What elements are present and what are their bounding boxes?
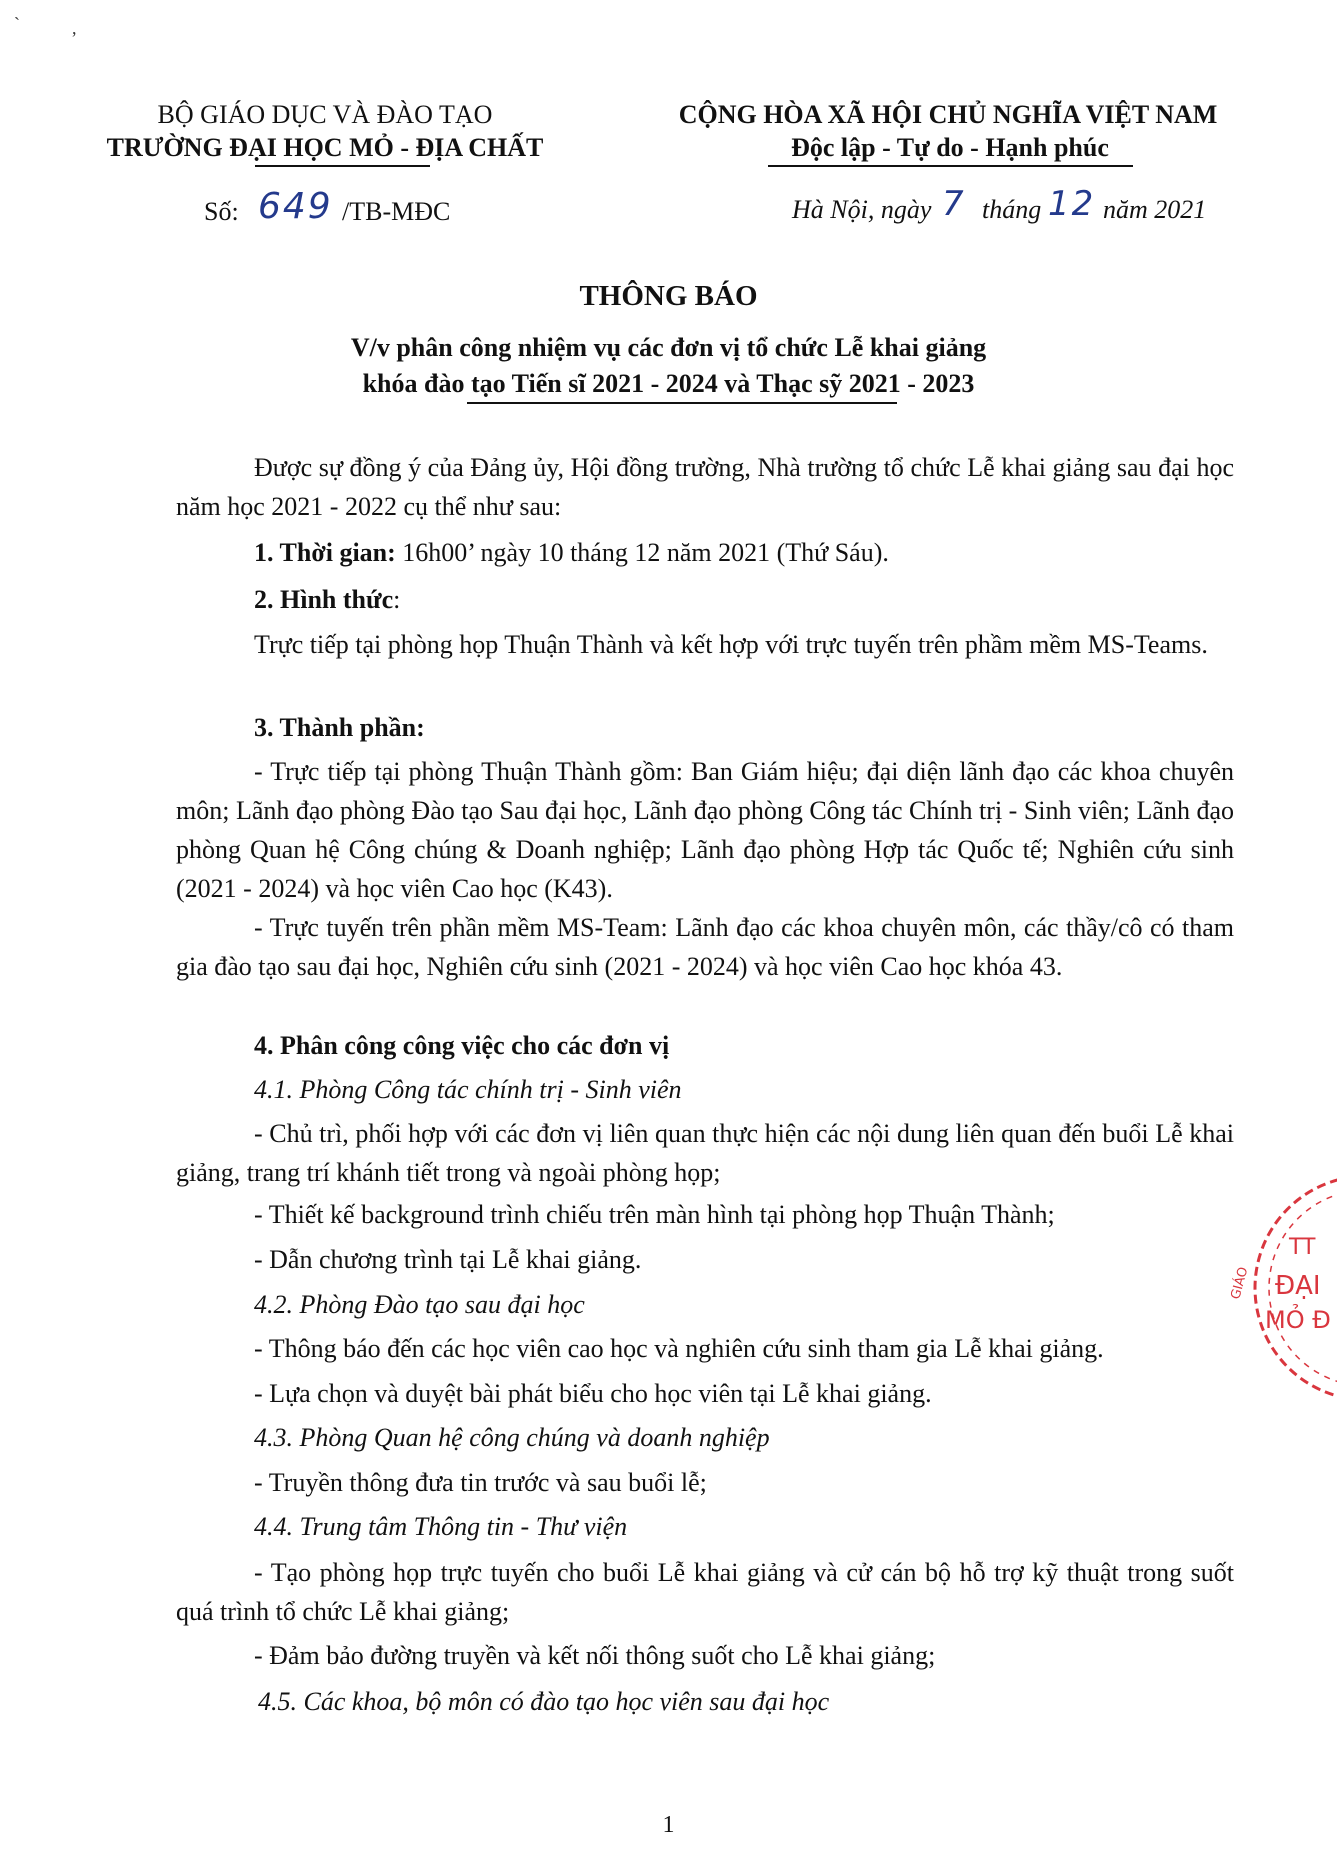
- section-4-2-paragraph-1: - Thông báo đến các học viên cao học và nghiên cứu sinh tham gia Lễ khai giảng.: [254, 1334, 1104, 1363]
- motto: Độc lập - Tự do - Hạnh phúc: [791, 133, 1109, 162]
- section-3-label: 3. Thành phần:: [254, 713, 425, 742]
- section-4-1-paragraph-3: - Dẫn chương trình tại Lễ khai giảng.: [254, 1245, 642, 1274]
- section-1: [254, 533, 889, 573]
- section-2-label: 2. Hình thức: [254, 585, 394, 614]
- scan-mark: ,: [72, 18, 77, 38]
- scan-mark: `: [14, 14, 20, 34]
- section-4-label: 4. Phân công công việc cho các đơn vị: [254, 1031, 670, 1060]
- university-name: TRƯỜNG ĐẠI HỌC MỎ - ĐỊA CHẤT: [106, 133, 544, 162]
- intro-paragraph: Được sự đồng ý của Đảng ủy, Hội đồng trường, Nhà trường tổ chức Lễ khai giảng sau đại học năm học 2021 - 2022 cụ thể như sau:: [176, 453, 1234, 521]
- section-4-4-paragraph-1: - Tạo phòng họp trực tuyến cho buổi Lễ khai giảng và cử cán bộ hỗ trợ kỹ thuật trong suốt quá trình tổ chức Lễ khai giảng;: [176, 1558, 1234, 1626]
- stamp-text-2: ĐẠI: [1275, 1271, 1321, 1301]
- country-name: CỘNG HÒA XÃ HỘI CHỦ NGHĨA VIỆT NAM: [678, 100, 1218, 129]
- official-stamp: [1227, 1170, 1337, 1410]
- section-4-2-paragraph-2: - Lựa chọn và duyệt bài phát biểu cho học viên tại Lễ khai giảng.: [254, 1379, 932, 1408]
- section-4-5-title: 4.5. Các khoa, bộ môn có đào tạo học viên sau đại học: [258, 1687, 830, 1716]
- section-4-4-title: 4.4. Trung tâm Thông tin - Thư viện: [254, 1512, 628, 1541]
- section-3-paragraph-2: - Trực tuyến trên phần mềm MS-Team: Lãnh đạo các khoa chuyên môn, các thầy/cô có tham gia đào tạo sau đại học, Nghiên cứu sinh (2021 - 2024) và học viên Cao học khóa 43.: [176, 913, 1234, 981]
- section-2-colon: :: [393, 585, 401, 614]
- page-number: 1: [662, 1812, 675, 1838]
- document-subject-line1: V/v phân công nhiệm vụ các đơn vị tổ chức Lễ khai giảng: [350, 333, 987, 362]
- doc-number-suffix: /TB-MĐC: [342, 197, 451, 226]
- section-4-3-title: 4.3. Phòng Quan hệ công chúng và doanh nghiệp: [254, 1423, 770, 1452]
- header-right-underline: [768, 165, 1133, 167]
- doc-number-handwritten: 649: [258, 186, 333, 227]
- section-4-2-title: 4.2. Phòng Đào tạo sau đại học: [254, 1290, 585, 1319]
- stamp-text-3: MỎ Đ: [1265, 1306, 1331, 1334]
- date-month-handwritten: 12: [1048, 184, 1096, 224]
- document-title: THÔNG BÁO: [579, 280, 758, 312]
- section-4-1-paragraph-1: - Chủ trì, phối hợp với các đơn vị liên quan thực hiện các nội dung liên quan đến buổi Lễ khai giảng, trang trí khánh tiết trong và ngoài phòng họp;: [176, 1119, 1234, 1187]
- ministry-name: BỘ GIÁO DỤC VÀ ĐÀO TẠO: [157, 100, 493, 129]
- stamp-text-1: TT: [1289, 1235, 1316, 1260]
- section-4-4-paragraph-2: - Đảm bảo đường truyền và kết nối thông suốt cho Lễ khai giảng;: [254, 1641, 936, 1670]
- doc-number-prefix: Số:: [204, 197, 239, 226]
- date-day-handwritten: 7: [942, 184, 966, 224]
- section-2-heading: [254, 580, 400, 620]
- date-year: năm 2021: [1103, 195, 1207, 224]
- section-4-1-paragraph-2: - Thiết kế background trình chiếu trên màn hình tại phòng họp Thuận Thành;: [254, 1200, 1055, 1229]
- stamp-ring-text: GIÁO: [1228, 1265, 1252, 1302]
- section-1-text: 16h00’ ngày 10 tháng 12 năm 2021 (Thứ Sáu).: [395, 538, 889, 567]
- section-2-text: Trực tiếp tại phòng họp Thuận Thành và kết hợp với trực tuyến trên phầm mềm MS-Teams.: [254, 630, 1208, 659]
- date-place-day: Hà Nội, ngày: [792, 195, 932, 224]
- section-4-3-paragraph-1: - Truyền thông đưa tin trước và sau buổi lễ;: [254, 1468, 707, 1497]
- section-3-paragraph-1: - Trực tiếp tại phòng Thuận Thành gồm: Ban Giám hiệu; đại diện lãnh đạo các khoa chuyên môn; Lãnh đạo phòng Đào tạo Sau đại học, Lãnh đạo phòng Công tác Chính trị - Sinh viên; Lãnh đạo phòng Quan hệ Công chúng & Doanh nghiệp; Lãnh đạo phòng Hợp tác Quốc tế; Nghiên cứu sinh (2021 - 2024) và học viên Cao học (K43).: [176, 757, 1234, 903]
- header-left-underline: [255, 165, 430, 167]
- title-underline: [467, 402, 897, 404]
- document-subject-line2: khóa đào tạo Tiến sĩ 2021 - 2024 và Thạc sỹ 2021 - 2023: [362, 369, 975, 398]
- section-4-1-title: 4.1. Phòng Công tác chính trị - Sinh viên: [254, 1075, 682, 1104]
- section-1-label: 1. Thời gian:: [254, 538, 396, 567]
- date-month-label: tháng: [982, 195, 1042, 224]
